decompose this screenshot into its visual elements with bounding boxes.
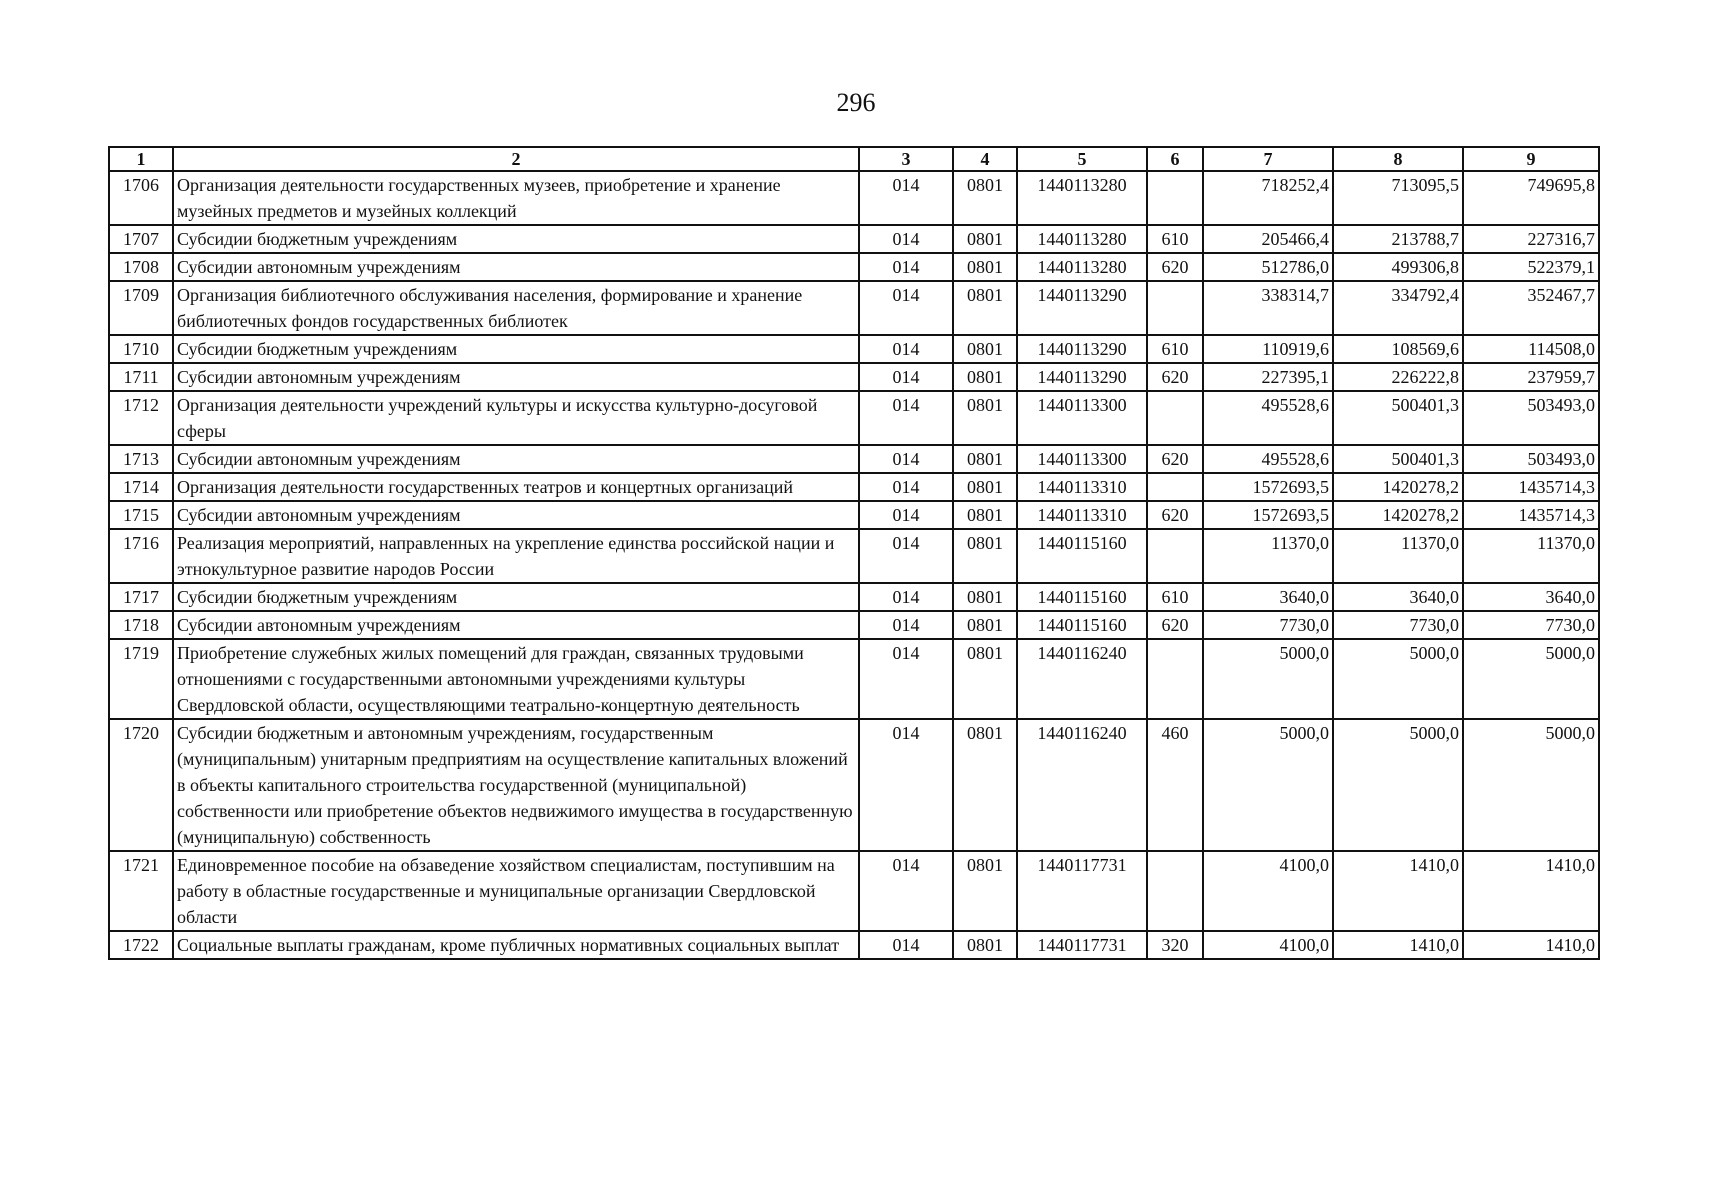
row-expense-type: 610 — [1147, 225, 1203, 253]
row-value-col-9: 5000,0 — [1463, 639, 1599, 719]
row-number: 1722 — [109, 931, 173, 959]
table-row — [109, 253, 1599, 281]
row-expense-type: 460 — [1147, 719, 1203, 851]
row-section-code: 0801 — [953, 851, 1017, 931]
row-value-col-8: 11370,0 — [1333, 529, 1463, 583]
row-value-col-8: 7730,0 — [1333, 611, 1463, 639]
row-value-col-8: 1410,0 — [1333, 851, 1463, 931]
row-target-code: 1440117731 — [1017, 851, 1147, 931]
row-value-col-9: 1410,0 — [1463, 931, 1599, 959]
row-value-col-8: 5000,0 — [1333, 719, 1463, 851]
row-number: 1714 — [109, 473, 173, 501]
row-target-code: 1440113290 — [1017, 363, 1147, 391]
row-value-col-8: 1420278,2 — [1333, 473, 1463, 501]
row-section-code: 0801 — [953, 931, 1017, 959]
row-number: 1706 — [109, 171, 173, 225]
row-section-code: 0801 — [953, 335, 1017, 363]
header-col-8: 8 — [1333, 147, 1463, 171]
row-ministry-code: 014 — [859, 445, 953, 473]
row-value-col-9: 3640,0 — [1463, 583, 1599, 611]
row-value-col-8: 500401,3 — [1333, 445, 1463, 473]
row-value-col-9: 1410,0 — [1463, 851, 1599, 931]
row-target-code: 1440115160 — [1017, 611, 1147, 639]
row-value-col-8: 213788,7 — [1333, 225, 1463, 253]
header-col-5: 5 — [1017, 147, 1147, 171]
row-target-code: 1440116240 — [1017, 639, 1147, 719]
row-number: 1712 — [109, 391, 173, 445]
row-expense-type — [1147, 171, 1203, 225]
row-section-code: 0801 — [953, 253, 1017, 281]
row-name: Приобретение служебных жилых помещений для граждан, связанных трудовыми отношениями с государственными автономными учреждениями культуры Свердловской области, осуществляющими театрально-концертную деятельность — [173, 639, 859, 719]
row-ministry-code: 014 — [859, 335, 953, 363]
table-row — [109, 225, 1599, 253]
row-ministry-code: 014 — [859, 391, 953, 445]
row-value-col-7: 338314,7 — [1203, 281, 1333, 335]
row-expense-type: 620 — [1147, 501, 1203, 529]
row-name: Социальные выплаты гражданам, кроме публичных нормативных социальных выплат — [173, 931, 859, 959]
row-value-col-7: 495528,6 — [1203, 445, 1333, 473]
row-expense-type — [1147, 529, 1203, 583]
table-row — [109, 611, 1599, 639]
table-row — [109, 473, 1599, 501]
row-value-col-7: 1572693,5 — [1203, 501, 1333, 529]
row-number: 1707 — [109, 225, 173, 253]
row-number: 1717 — [109, 583, 173, 611]
row-number: 1721 — [109, 851, 173, 931]
row-number: 1718 — [109, 611, 173, 639]
row-expense-type: 620 — [1147, 363, 1203, 391]
header-row — [109, 147, 1599, 171]
budget-table — [108, 146, 1600, 960]
row-value-col-9: 352467,7 — [1463, 281, 1599, 335]
row-ministry-code: 014 — [859, 583, 953, 611]
row-expense-type: 620 — [1147, 445, 1203, 473]
row-expense-type: 620 — [1147, 253, 1203, 281]
row-value-col-8: 108569,6 — [1333, 335, 1463, 363]
table-row — [109, 445, 1599, 473]
header-col-4: 4 — [953, 147, 1017, 171]
row-value-col-7: 495528,6 — [1203, 391, 1333, 445]
header-col-7: 7 — [1203, 147, 1333, 171]
row-ministry-code: 014 — [859, 639, 953, 719]
row-ministry-code: 014 — [859, 225, 953, 253]
row-value-col-7: 4100,0 — [1203, 931, 1333, 959]
header-col-6: 6 — [1147, 147, 1203, 171]
table-row — [109, 639, 1599, 719]
row-value-col-8: 499306,8 — [1333, 253, 1463, 281]
row-ministry-code: 014 — [859, 529, 953, 583]
header-col-3: 3 — [859, 147, 953, 171]
row-ministry-code: 014 — [859, 719, 953, 851]
row-value-col-7: 11370,0 — [1203, 529, 1333, 583]
row-section-code: 0801 — [953, 171, 1017, 225]
row-value-col-9: 522379,1 — [1463, 253, 1599, 281]
table-row — [109, 281, 1599, 335]
row-name: Реализация мероприятий, направленных на укрепление единства российской нации и этнокультурное развитие народов России — [173, 529, 859, 583]
row-number: 1716 — [109, 529, 173, 583]
row-name: Субсидии автономным учреждениям — [173, 501, 859, 529]
row-value-col-8: 334792,4 — [1333, 281, 1463, 335]
row-expense-type — [1147, 639, 1203, 719]
row-value-col-9: 7730,0 — [1463, 611, 1599, 639]
row-section-code: 0801 — [953, 719, 1017, 851]
row-section-code: 0801 — [953, 501, 1017, 529]
row-section-code: 0801 — [953, 225, 1017, 253]
row-value-col-9: 237959,7 — [1463, 363, 1599, 391]
row-expense-type: 620 — [1147, 611, 1203, 639]
table-row — [109, 583, 1599, 611]
row-value-col-9: 1435714,3 — [1463, 501, 1599, 529]
row-value-col-7: 4100,0 — [1203, 851, 1333, 931]
row-name: Единовременное пособие на обзаведение хозяйством специалистам, поступившим на работу в областные государственные и муниципальные организации Свердловской области — [173, 851, 859, 931]
row-number: 1709 — [109, 281, 173, 335]
row-value-col-7: 1572693,5 — [1203, 473, 1333, 501]
row-target-code: 1440116240 — [1017, 719, 1147, 851]
row-ministry-code: 014 — [859, 253, 953, 281]
row-name: Организация деятельности учреждений культуры и искусства культурно-досуговой сферы — [173, 391, 859, 445]
table-row — [109, 719, 1599, 851]
row-value-col-7: 512786,0 — [1203, 253, 1333, 281]
row-number: 1710 — [109, 335, 173, 363]
row-value-col-9: 5000,0 — [1463, 719, 1599, 851]
row-ministry-code: 014 — [859, 931, 953, 959]
row-name: Субсидии бюджетным и автономным учреждениям, государственным (муниципальным) унитарным предприятиям на осуществление капитальных вложений в объекты капитального строительства государственной (муниципальной) собственности или приобретение объектов недвижимого имущества в государственную (муниципальную) собственность — [173, 719, 859, 851]
row-value-col-7: 718252,4 — [1203, 171, 1333, 225]
row-ministry-code: 014 — [859, 611, 953, 639]
row-target-code: 1440113280 — [1017, 253, 1147, 281]
row-value-col-7: 110919,6 — [1203, 335, 1333, 363]
row-name: Субсидии бюджетным учреждениям — [173, 335, 859, 363]
row-section-code: 0801 — [953, 639, 1017, 719]
row-ministry-code: 014 — [859, 851, 953, 931]
row-section-code: 0801 — [953, 529, 1017, 583]
row-target-code: 1440115160 — [1017, 529, 1147, 583]
row-value-col-7: 227395,1 — [1203, 363, 1333, 391]
row-target-code: 1440113300 — [1017, 391, 1147, 445]
table-row — [109, 529, 1599, 583]
row-value-col-8: 226222,8 — [1333, 363, 1463, 391]
row-value-col-7: 7730,0 — [1203, 611, 1333, 639]
row-ministry-code: 014 — [859, 473, 953, 501]
row-name: Субсидии автономным учреждениям — [173, 363, 859, 391]
row-value-col-9: 114508,0 — [1463, 335, 1599, 363]
header-col-1: 1 — [109, 147, 173, 171]
table-row — [109, 931, 1599, 959]
row-value-col-8: 500401,3 — [1333, 391, 1463, 445]
row-section-code: 0801 — [953, 583, 1017, 611]
row-number: 1708 — [109, 253, 173, 281]
row-value-col-8: 1420278,2 — [1333, 501, 1463, 529]
row-value-col-9: 503493,0 — [1463, 391, 1599, 445]
row-ministry-code: 014 — [859, 281, 953, 335]
table-body — [109, 171, 1599, 959]
row-name: Организация деятельности государственных музеев, приобретение и хранение музейных предметов и музейных коллекций — [173, 171, 859, 225]
page-number: 296 — [836, 88, 876, 117]
row-name: Субсидии автономным учреждениям — [173, 611, 859, 639]
row-name: Субсидии автономным учреждениям — [173, 445, 859, 473]
row-section-code: 0801 — [953, 363, 1017, 391]
row-target-code: 1440113310 — [1017, 501, 1147, 529]
row-ministry-code: 014 — [859, 501, 953, 529]
row-expense-type: 610 — [1147, 335, 1203, 363]
row-value-col-9: 749695,8 — [1463, 171, 1599, 225]
row-expense-type — [1147, 391, 1203, 445]
row-number: 1720 — [109, 719, 173, 851]
row-number: 1719 — [109, 639, 173, 719]
row-expense-type — [1147, 281, 1203, 335]
row-target-code: 1440113280 — [1017, 225, 1147, 253]
row-value-col-7: 5000,0 — [1203, 719, 1333, 851]
row-number: 1711 — [109, 363, 173, 391]
row-name: Субсидии бюджетным учреждениям — [173, 225, 859, 253]
row-value-col-8: 1410,0 — [1333, 931, 1463, 959]
row-value-col-9: 11370,0 — [1463, 529, 1599, 583]
row-ministry-code: 014 — [859, 171, 953, 225]
table-row — [109, 363, 1599, 391]
row-number: 1713 — [109, 445, 173, 473]
row-value-col-7: 3640,0 — [1203, 583, 1333, 611]
row-value-col-8: 5000,0 — [1333, 639, 1463, 719]
row-expense-type: 610 — [1147, 583, 1203, 611]
row-name: Организация деятельности государственных театров и концертных организаций — [173, 473, 859, 501]
row-value-col-9: 503493,0 — [1463, 445, 1599, 473]
row-expense-type — [1147, 851, 1203, 931]
row-value-col-8: 3640,0 — [1333, 583, 1463, 611]
table-row — [109, 851, 1599, 931]
row-number: 1715 — [109, 501, 173, 529]
row-value-col-9: 1435714,3 — [1463, 473, 1599, 501]
row-section-code: 0801 — [953, 473, 1017, 501]
header-col-2: 2 — [173, 147, 859, 171]
row-target-code: 1440113280 — [1017, 171, 1147, 225]
row-ministry-code: 014 — [859, 363, 953, 391]
row-target-code: 1440113310 — [1017, 473, 1147, 501]
row-name: Субсидии бюджетным учреждениям — [173, 583, 859, 611]
row-value-col-7: 5000,0 — [1203, 639, 1333, 719]
table-header — [109, 147, 1599, 171]
row-value-col-9: 227316,7 — [1463, 225, 1599, 253]
row-name: Организация библиотечного обслуживания населения, формирование и хранение библиотечных фондов государственных библиотек — [173, 281, 859, 335]
row-expense-type: 320 — [1147, 931, 1203, 959]
row-section-code: 0801 — [953, 391, 1017, 445]
table-row — [109, 171, 1599, 225]
row-name: Субсидии автономным учреждениям — [173, 253, 859, 281]
table-row — [109, 391, 1599, 445]
row-section-code: 0801 — [953, 445, 1017, 473]
header-col-9: 9 — [1463, 147, 1599, 171]
row-target-code: 1440113290 — [1017, 335, 1147, 363]
row-value-col-7: 205466,4 — [1203, 225, 1333, 253]
row-target-code: 1440115160 — [1017, 583, 1147, 611]
row-value-col-8: 713095,5 — [1333, 171, 1463, 225]
row-target-code: 1440113290 — [1017, 281, 1147, 335]
row-section-code: 0801 — [953, 611, 1017, 639]
row-target-code: 1440117731 — [1017, 931, 1147, 959]
row-section-code: 0801 — [953, 281, 1017, 335]
table-row — [109, 501, 1599, 529]
row-target-code: 1440113300 — [1017, 445, 1147, 473]
table-row — [109, 335, 1599, 363]
row-expense-type — [1147, 473, 1203, 501]
